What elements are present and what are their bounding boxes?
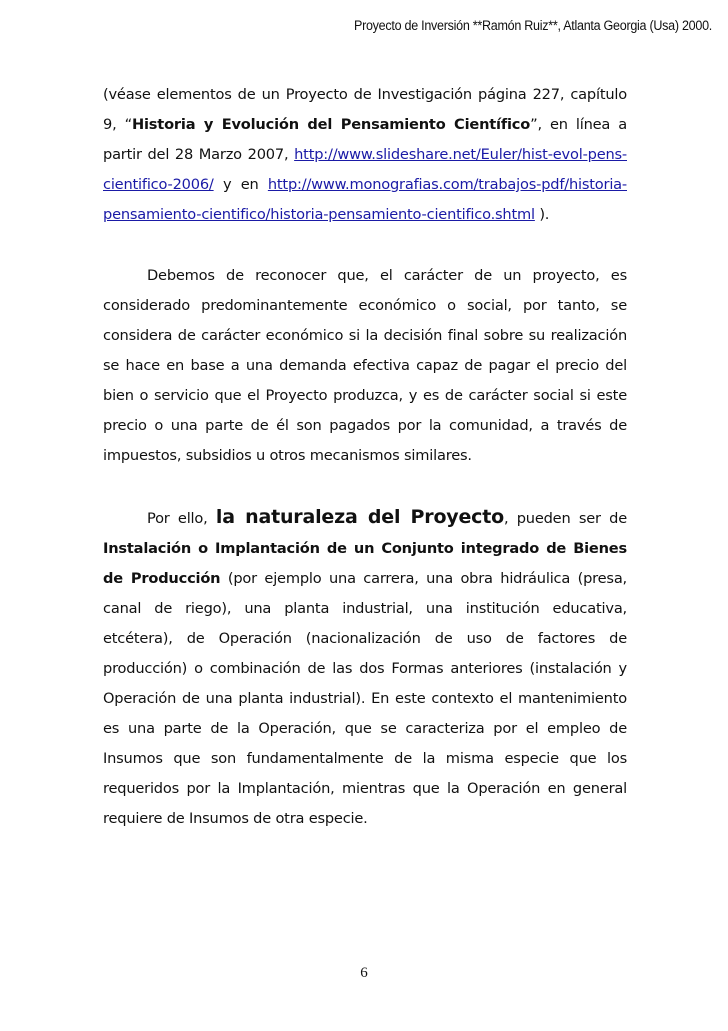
paragraph-spacer [103, 471, 627, 502]
bold-phrase: Instalación o Implantación de un Conjunto integrado de Bienes de Producción [103, 540, 627, 587]
paragraph-text: ). [534, 206, 550, 223]
bold-title: Historia y Evolución del Pensamiento Científico [131, 116, 531, 133]
page-number: 6 [360, 965, 368, 981]
paragraph-text: (por ejemplo una carrera, una obra hidráulica (presa, canal de riego), una planta industrial, una institución educativa, etcétera), de Operación (nacionalización de uso de factores de producción) o combinación de las dos Formas anteriores (instalación y Operación de una planta industrial). En este contexto el mantenimiento es una parte de la Operación, que se caracteriza por el empleo de Insumos que son fundamentalmente de la misma especie que los requeridos por la Implantación, mientras que la Operación en general requiere de Insumos de otra especie. [103, 570, 627, 827]
paragraph-text: Por ello, [147, 510, 216, 527]
monografias-link[interactable]: http://www.monografias.com/trabajos-pdf/historia-pensamiento-cientifico/historia-pensamiento-cientifico.shtml [103, 176, 627, 223]
paragraph-text: (véase elementos de un Proyecto de Investigación página 227, capítulo 9, “ [103, 86, 627, 133]
paragraph-reference [103, 80, 627, 230]
paragraph-nature [103, 502, 627, 834]
paragraph-spacer [103, 230, 627, 261]
document-body [103, 80, 627, 834]
slideshare-link[interactable]: http://www.slideshare.net/Euler/hist-evol-pens-cientifico-2006/ [103, 146, 627, 193]
paragraph-character [103, 261, 627, 471]
paragraph-text: y en [213, 176, 268, 193]
paragraph-text: , pueden ser de [503, 510, 627, 527]
paragraph-text: ”, en línea a partir del 28 Marzo 2007, [103, 116, 628, 163]
paragraph-text: Debemos de reconocer que, el carácter de un proyecto, es considerado predominantemente económico o social, por tanto, se considera de carácter económico si la decisión final sobre su realización se hace en base a una demanda efectiva capaz de pagar el precio del bien o servicio que el Proyecto produzca, y es de carácter social si este precio o una parte de él son pagados por la comunidad, a través de impuestos, subsidios u otros mecanismos similares. [103, 267, 627, 464]
emphasis-heading: la naturaleza del Proyecto [215, 506, 504, 528]
page-header: Proyecto de Inversión **Ramón Ruiz**, Atlanta Georgia (Usa) 2000. [353, 18, 712, 33]
